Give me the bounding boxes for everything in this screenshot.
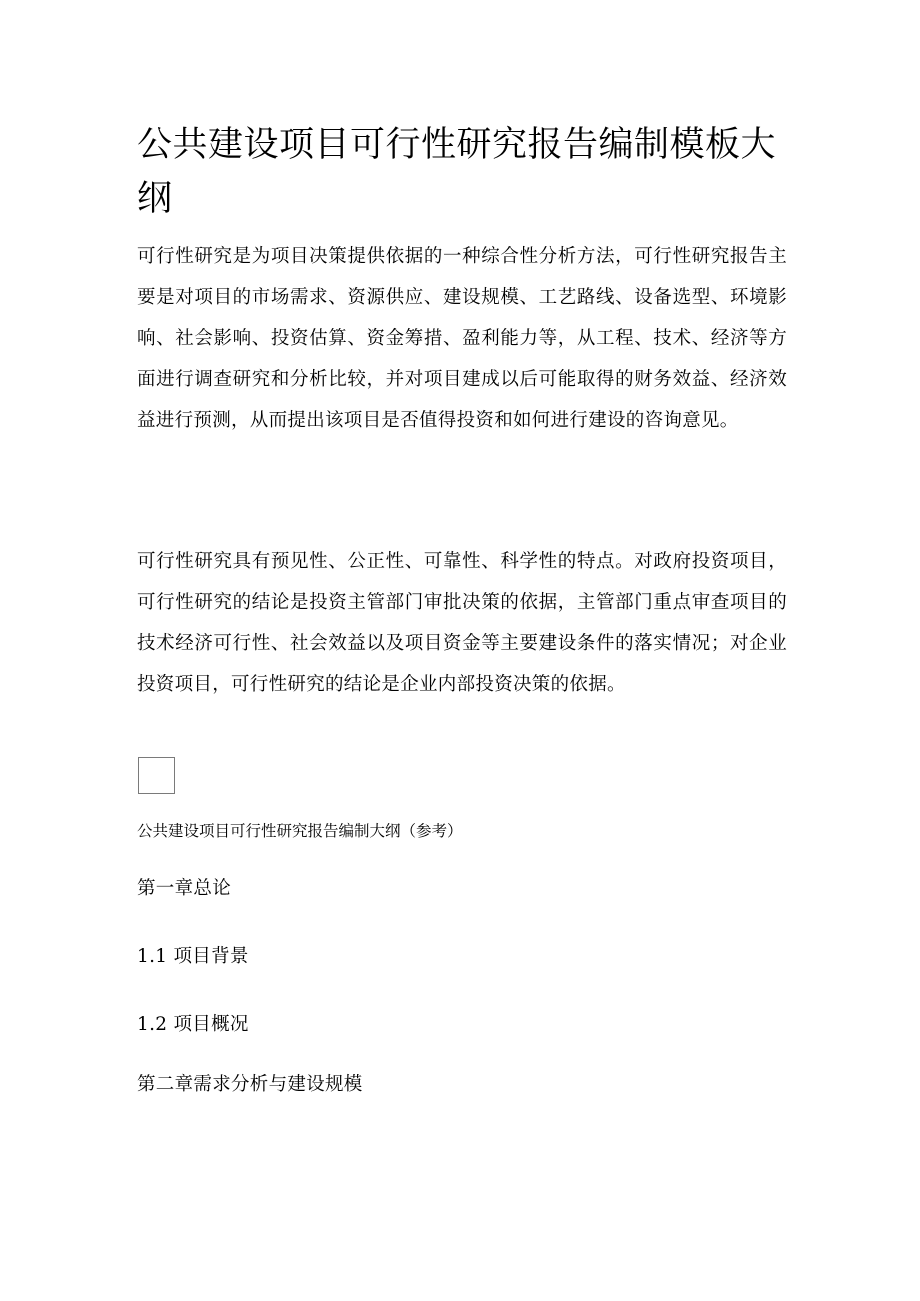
intro-paragraph: 可行性研究是为项目决策提供依据的一种综合性分析方法，可行性研究报告主要是对项目的市场需求、资源供应、建设规模、工艺路线、设备选型、环境影响、社会影响、投资估算、资金筹措、盈利能力等，从工程、技术、经济等方面进行调查研究和分析比较，并对项目建成以后可能取得的财务效益、经济效益进行预测，从而提出该项目是否值得投资和如何进行建设的咨询意见。 bbox=[137, 246, 787, 431]
outline-heading: 公共建设项目可行性研究报告编制大纲（参考） bbox=[137, 822, 463, 840]
image-placeholder-icon bbox=[138, 757, 175, 794]
outline-item-1-1: 1.1 项目背景 bbox=[137, 946, 249, 967]
outline-item-chapter-2: 第二章需求分析与建设规模 bbox=[137, 1074, 363, 1095]
document-title: 公共建设项目可行性研究报告编制模板大纲 bbox=[137, 125, 777, 219]
characteristics-paragraph: 可行性研究具有预见性、公正性、可靠性、科学性的特点。对政府投资项目，可行性研究的结论是投资主管部门审批决策的依据，主管部门重点审查项目的技术经济可行性、社会效益以及项目资金等主要建设条件的落实情况；对企业投资项目，可行性研究的结论是企业内部投资决策的依据。 bbox=[137, 551, 787, 695]
outline-item-1-2: 1.2 项目概况 bbox=[137, 1014, 249, 1035]
outline-item-chapter-1: 第一章总论 bbox=[137, 878, 232, 899]
